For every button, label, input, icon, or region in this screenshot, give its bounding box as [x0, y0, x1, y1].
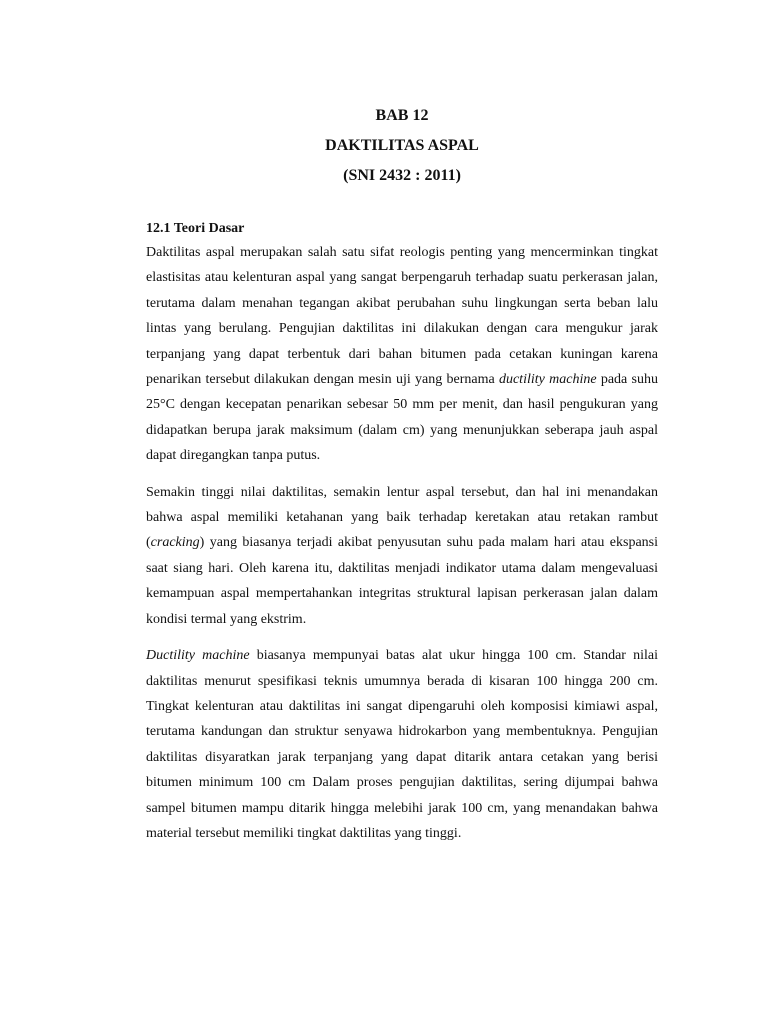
paragraph-italic-term: Ductility machine [146, 648, 250, 664]
paragraph-text: ) yang biasanya terjadi akibat penyusutan suhu pada malam hari atau ekspansi saat siang hari. Oleh karena itu, daktilitas menjadi indikator utama dalam mengevaluasi kemampuan aspal mempertahankan integritas struktural lapisan perkerasan jalan dalam kondisi termal yang ekstrim. [146, 535, 658, 627]
paragraph-text: Semakin tinggi nilai daktilitas, semakin lentur aspal tersebut, dan hal ini menandakan bahwa aspal memiliki ketahanan yang baik terhadap keretakan atau retakan rambut ( [146, 484, 658, 551]
chapter-standard: (SNI 2432 : 2011) [343, 167, 461, 184]
paragraph-theory-definition [146, 240, 658, 469]
paragraph-italic-term: cracking [150, 535, 200, 551]
chapter-title: DAKTILITAS ASPAL [325, 137, 479, 154]
paragraph-text: biasanya mempunyai batas alat ukur hingga 100 cm. Standar nilai daktilitas menurut spesifikasi teknis umumnya berada di kisaran 100 hingga 200 cm. Tingkat kelenturan atau daktilitas ini sangat dipengaruhi oleh komposisi kimiawi aspal, terutama kandungan dan struktur senyawa hidrokarbon yang membentuknya. Pengujian daktilitas disyaratkan jarak terpanjang yang dapat ditarik antara cetakan yang berisi bitumen minimum 100 cm Dalam proses pengujian daktilitas, sering dijumpai bahwa sampel bitumen mampu ditarik hingga melebihi jarak 100 cm, yang menandakan bahwa material tersebut memiliki tingkat daktilitas yang tinggi. [146, 648, 658, 841]
paragraph-machine-standard [146, 643, 658, 846]
paragraph-text: Daktilitas aspal merupakan salah satu sifat reologis penting yang mencerminkan tingkat elastisitas atau kelenturan aspal yang sangat berpengaruh terhadap suatu perkerasan jalan, terutama dalam menahan tegangan akibat perubahan suhu lingkungan serta beban lalu lintas yang berulang. Pengujian daktilitas ini dilakukan dengan cara mengukur jarak terpanjang yang dapat terbentuk dari bahan bitumen pada cetakan kuningan karena penarikan tersebut dilakukan dengan mesin uji yang bernama [146, 245, 658, 388]
section-heading: 12.1 Teori Dasar [146, 221, 245, 236]
paragraph-italic-term: ductility machine [498, 372, 597, 388]
chapter-content [146, 218, 658, 846]
chapter-number: BAB 12 [375, 107, 429, 124]
chapter-header [0, 101, 768, 191]
paragraph-text: pada suhu 25°C dengan kecepatan penarikan sebesar 50 mm per menit, dan hasil pengukuran yang didapatkan berupa jarak maksimum (dalam cm) yang menunjukkan seberapa jauh aspal dapat diregangkan tanpa putus. [146, 372, 658, 464]
paragraph-ductility-meaning [146, 480, 658, 632]
